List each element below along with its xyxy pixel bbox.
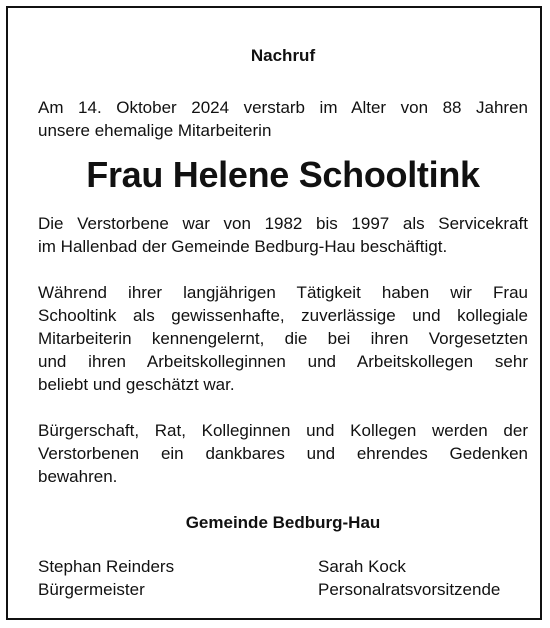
signatory-role: Bürgermeister [38, 580, 145, 599]
paragraph-line: Mitarbeiterin kennengelernt, die bei ihren Vorgesetzten [38, 329, 528, 348]
paragraph-line: im Hallenbad der Gemeinde Bedburg-Hau beschäftigt. [38, 237, 448, 256]
signatory-right [318, 555, 500, 601]
tribute-paragraph [38, 281, 528, 396]
paragraph-line: und ihren Arbeitskolleginnen und Arbeitskollegen sehr [38, 352, 528, 371]
signatory-name: Stephan Reinders [38, 557, 175, 576]
paragraph-line: Während ihrer langjährigen Tätigkeit haben wir Frau [38, 283, 528, 302]
paragraph-line: Verstorbenen ein dankbares und ehrendes Gedenken [38, 444, 528, 463]
employment-paragraph [38, 212, 528, 258]
intro-paragraph [38, 96, 528, 142]
intro-line: Am 14. Oktober 2024 verstarb im Alter von 88 Jahren [38, 98, 528, 117]
obituary-frame [6, 6, 542, 620]
intro-line: unsere ehemalige Mitarbeiterin [38, 121, 272, 140]
paragraph-line: Die Verstorbene war von 1982 bis 1997 als Servicekraft [38, 214, 528, 233]
remembrance-paragraph [38, 419, 528, 488]
paragraph-line: bewahren. [38, 467, 118, 486]
deceased-name: Frau Helene Schooltink [86, 154, 480, 195]
paragraph-line: Schooltink als gewissenhafte, zuverlässige und kollegiale [38, 306, 528, 325]
signatory-left [38, 555, 174, 601]
organization-name: Gemeinde Bedburg-Hau [185, 513, 381, 532]
obituary-heading: Nachruf [250, 46, 316, 65]
paragraph-line: beliebt und geschätzt war. [38, 375, 235, 394]
signatory-role: Personalratsvorsitzende [318, 580, 501, 599]
paragraph-line: Bürgerschaft, Rat, Kolleginnen und Kollegen werden der [38, 421, 528, 440]
signatory-name: Sarah Kock [318, 557, 406, 576]
